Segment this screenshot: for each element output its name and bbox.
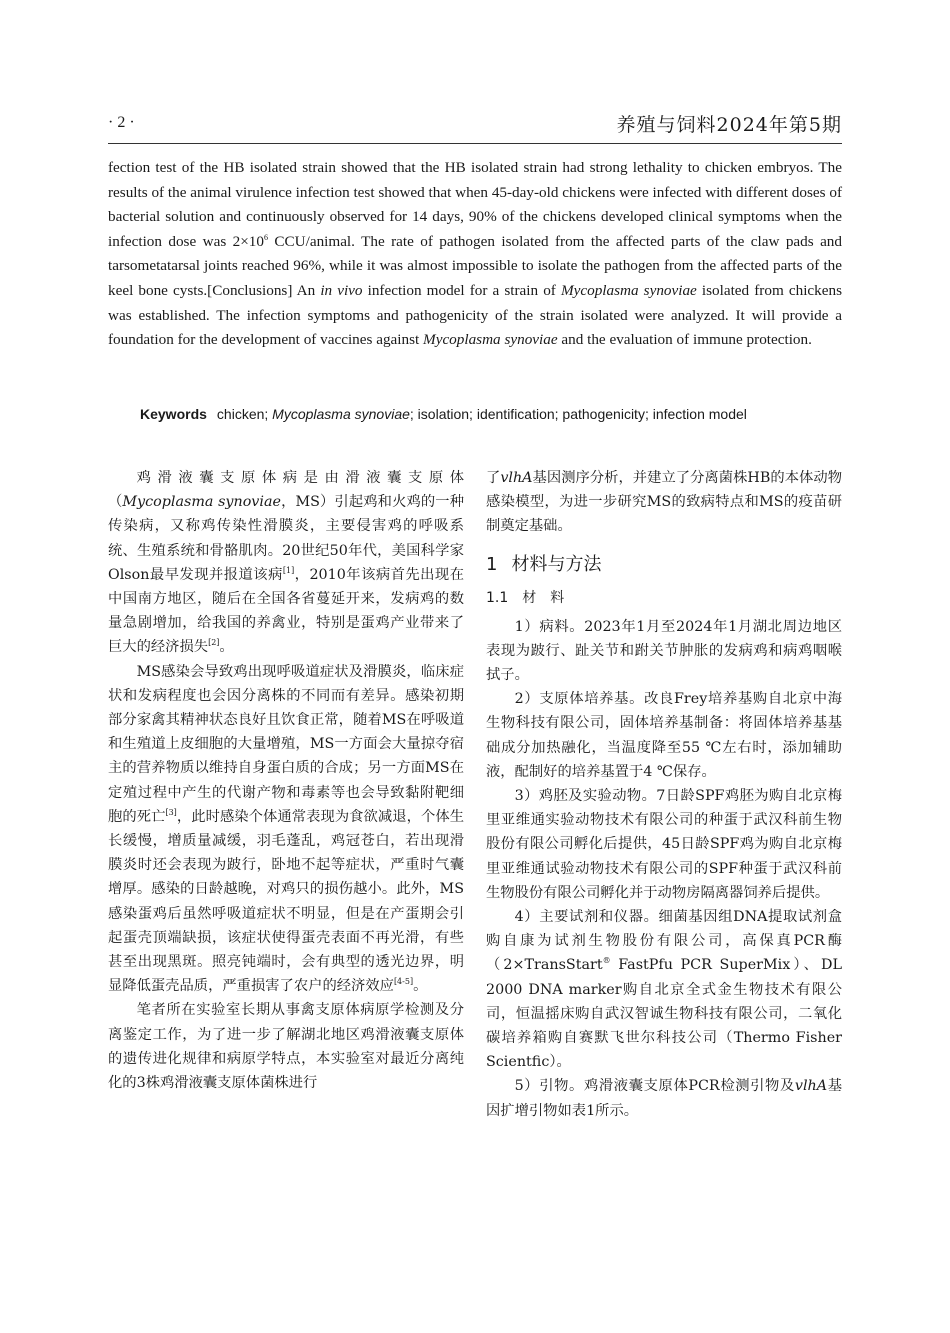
page-number: · 2 · — [108, 114, 135, 131]
materials-item-1: 1）病料。2023年1月至2024年1月湖北周边地区表现为跛行、趾关节和跗关节肿胀的发病鸡和病鸡咽喉拭子。 — [486, 618, 842, 684]
materials-item-3: 3）鸡胚及实验动物。7日龄SPF鸡胚为购自北京梅里亚维通实验动物技术有限公司的种蛋于武汉科前生物股份有限公司孵化后提供，45日龄SPF鸡为购自北京梅里亚维通试验动物技术有限公司的SPF种蛋于武汉科前生物股份有限公司孵化并于动物房隔离器饲养后提供。 — [486, 788, 842, 901]
keywords-label: Keywords — [140, 406, 207, 422]
section-heading-1: 1 材料与方法 — [486, 553, 602, 575]
materials-item-2: 2）支原体培养基。改良Frey培养基购自北京中海生物科技有限公司，固体培养基制备：将固体培养基基础成分加热融化，当温度降至55 ℃左右时，添加辅助液，配制好的培养基置于4 ℃保存。 — [486, 691, 842, 780]
journal-issue: 养殖与饲料2024年第5期 — [616, 114, 842, 136]
abstract-continuation — [108, 156, 842, 353]
intro-paragraph-3: 笔者所在实验室长期从事禽支原体病原学检测及分离鉴定工作，为了进一步了解湖北地区鸡滑液囊支原体的遗传进化规律和病原学特点，本实验室对最近分离纯化的3株鸡滑液囊支原体菌株进行 — [108, 1002, 464, 1092]
right-column — [486, 466, 842, 1123]
abstract-text: fection test of the HB isolated strain showed that the HB isolated strain had strong lethality to chicken embryos. The results of the animal virulence infection test showed that when 45-day-old chickens were infected with different doses of bacterial solution and continuously observed for 14 days, 90% of the chickens developed clinical symptoms when the infection dose was $2\times 10^6$ CCU/animal. The rate of pathogen isolated from the affected parts of the claw pads and tarsometatarsal joints reached 96%, while it was almost impossible to isolate the pathogen from the affected parts of the keel bone cysts.[Conclusions] An in vivo infection model for a strain of Mycoplasma synoviae isolated from chickens was established. The infection symptoms and pathogenicity of the strain isolated were analyzed. It will provide a foundation for the development of vaccines against Mycoplasma synoviae and the evaluation of immune protection. — [108, 159, 842, 349]
citation-2: [2] — [208, 638, 220, 648]
intro-paragraph-2: MS感染会导致鸡出现呼吸道症状及滑膜炎，临床症状和发病程度也会因分离株的不同而有差异。感染初期部分家禽其精神状态良好且饮食正常，随着MS在呼吸道和生殖道上皮细胞的大量增殖，MS一方面会大量掠夺宿主的营养物质以维持自身蛋白质的合成；另一方面MS在定殖过程中产生的代谢产物和毒素等也会导致黏附靶细胞的死亡[3]，此时感染个体通常表现为食欲减退，个体生长缓慢，增质量减缓，羽毛蓬乱，鸡冠苍白，若出现滑膜炎时还会表现为跛行，卧地不起等症状，严重时气囊增厚。感染的日龄越晚，对鸡只的损伤越小。此外，MS感染蛋鸡后虽然呼吸道症状不明显，但是在产蛋期会引起蛋壳顶端缺损，该症状使得蛋壳表面不再光滑，有些甚至出现黑斑。照亮钝端时，会有典型的透光边界，明显降低蛋壳品质，严重损害了农户的经济效应[4-5]。 — [108, 663, 465, 995]
citation-1: [1] — [282, 566, 295, 576]
keywords-line: Keywords chicken; Mycoplasma synoviae; isolation; identification; pathogenicity; infection model — [140, 406, 747, 422]
materials-item-4: 4）主要试剂和仪器。细菌基因组DNA提取试剂盒购自康为试剂生物股份有限公司，高保真PCR酶（2×TransStart® FastPfu PCR SuperMix）、DL 2000 DNA marker购自北京全式金生物技术有限公司，恒温摇床购自武汉智诚生物科技有限公司，二氧化碳培养箱购自赛默飞世尔科技公司（Thermo Fisher Scientfic）。 — [486, 909, 842, 1071]
left-column — [108, 466, 464, 1095]
page-header — [108, 110, 842, 144]
citation-3: [3] — [165, 808, 177, 818]
header-rule — [108, 143, 842, 144]
citation-4-5: [4-5] — [393, 977, 414, 987]
subsection-heading-1-1: 1.1 材 料 — [486, 589, 565, 606]
intro-paragraph-1: 鸡滑液囊支原体病是由滑液囊支原体（Mycoplasma synoviae，MS）引起鸡和火鸡的一种传染病，又称鸡传染性滑膜炎，主要侵害鸡的呼吸系统、生殖系统和骨骼肌肉。20世纪50年代，美国科学家Olson最早发现并报道该病[1]，2010年该病首先出现在中国南方地区，随后在全国各省蔓延开来，发病鸡的数量急剧增加，给我国的养禽业，特别是蛋鸡产业带来了巨大的经济损失[2]。 — [108, 470, 465, 656]
materials-item-5: 5）引物。鸡滑液囊支原体PCR检测引物及vlhA基因扩增引物如表1所示。 — [486, 1078, 843, 1119]
intro-paragraph-3-continued: 了vlhA基因测序分析，并建立了分离菌株HB的本体动物感染模型，为进一步研究MS的致病特点和MS的疫苗研制奠定基础。 — [486, 470, 842, 535]
